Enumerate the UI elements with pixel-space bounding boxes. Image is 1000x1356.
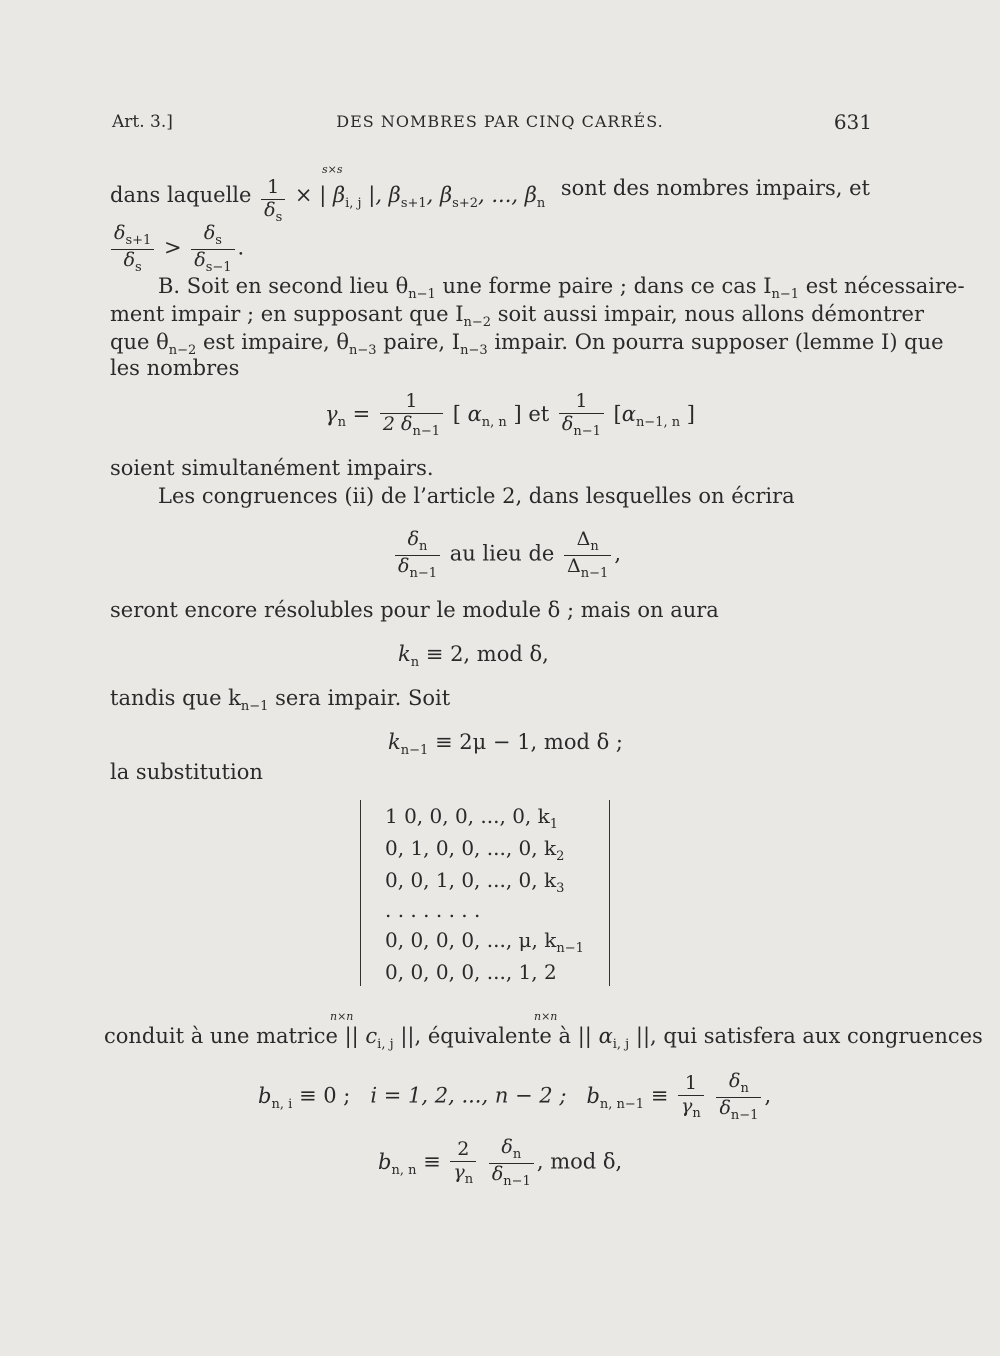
fraction [678,1071,704,1121]
text-span: que θ [110,330,169,354]
inequality: $\frac{\delta_{s+1}}{\delta_s}$ > $\frac{\delta_s}{\delta_{s-1}}$ . [108,224,244,274]
fraction [261,178,285,225]
text-span: ≡ 2, mod δ, [425,642,549,666]
matrix-row-sub: 2 [556,849,565,864]
fraction-denominator: $\delta_{n-1}$ [398,554,437,581]
matrix-row-text: 0, 0, 1, 0, ..., 0, k [385,868,557,892]
fraction [489,1138,534,1188]
fraction-numerator: 1 [559,392,604,414]
equation-b-first: $b_{n, i} \equiv 0$ ; i = 1, 2, ..., n − 2 ; $b_{n, n-1}$ ≡ $\frac{1}{\gamma_n}$ $\frac{\delta_n}{\delta_{n-1}}$ , [258,1070,772,1123]
text-span: ||, qui satisfera aux congruences [635,1024,983,1048]
text-span: une forme paire ; dans ce cas I [442,274,772,298]
matrix-row [385,960,557,984]
header-title: DES NOMBRES PAR CINQ CARRÉS. [336,112,664,131]
text-span: sera impair. Soit [275,686,451,710]
equation-kn1: $k_{n-1} \equiv 2\mu - 1$, mod δ ; [388,730,623,758]
fraction [191,224,234,274]
text-span: , mod δ, [536,1149,623,1174]
matrix-row [385,898,480,922]
text-span: ≡ 2μ − 1, mod δ ; [434,730,623,754]
fraction-denominator: $\delta_{n-1}$ [561,412,601,439]
paragraph-line: que $\theta_{n-2}$ est impaire, $\theta_{n-3}$ paire, $I_{n-3}$ impair. On pourra supposer (lemme I) que [110,330,944,358]
text-span: sont des nombres impairs, et [560,176,870,200]
superscript-nxn: n×n [330,1010,354,1023]
text-span: ≡ 0 ; [298,1083,351,1108]
fraction-numerator: 1 [380,392,443,414]
paragraph-line: les nombres [110,356,240,380]
paragraph-line: seront encore résolubles pour le module δ ; mais on aura [110,598,719,622]
header-article: Art. 3.] [112,112,173,132]
matrix-row-text: 0, 0, 0, 0, ..., μ, k [385,928,557,952]
text-span: dans laquelle [110,182,252,207]
fraction-numerator: $\delta_s$ [191,224,234,250]
fraction [111,224,154,274]
paragraph-line: la substitution [110,760,263,784]
equation-gamma: $\gamma_n$ = $\frac{1}{2 \delta_{n-1}}$ [ $\alpha_{n, n}$ ] et $\frac{1}{\delta_{n-1}}$ [$\alpha_{n-1, n}$ ] [325,390,695,439]
fraction-numerator: 1 [678,1074,704,1096]
text-span: B. Soit en second lieu θ [158,274,409,298]
paragraph-line: conduit à une matrice || $c_{i, j}$ ||, équivalente à || $\alpha_{i, j}$ ||, qui satisfera aux congruences [104,1024,983,1052]
matrix-row-sub: 3 [556,881,565,896]
substitution-matrix [360,800,610,986]
fraction-numerator: 1 [261,178,285,200]
fraction-denominator: $\Delta_{n-1}$ [567,554,609,581]
fraction-denominator: $\delta_{s-1}$ [194,248,232,275]
text-span: soit aussi impair, nous allons démontrer [497,302,924,326]
matrix-row-sub: n−1 [556,941,584,956]
text-span: impair. On pourra supposer (lemme I) que [494,330,944,354]
fraction [380,392,443,439]
fraction [564,530,611,580]
text-span: tandis que k [110,686,241,710]
equation-b-second: $b_{n, n}$ ≡ $\frac{2}{\gamma_n}$ $\frac{\delta_n}{\delta_{n-1}}$ , mod δ, [378,1136,623,1189]
matrix-row-text: 0, 1, 0, 0, ..., 0, k [385,836,557,860]
superscript-sxs: s×s [322,163,343,176]
matrix-row [385,868,564,896]
text-span: conduit à une matrice || [104,1024,359,1048]
text-span: et [528,401,550,426]
superscript-nxn: n×n [534,1010,558,1023]
matrix-row-text: 1 0, 0, 0, ..., 0, k [385,804,550,828]
fraction-numerator: $\delta_n$ [489,1138,534,1164]
equation-kn: $k_n \equiv 2$, mod δ, [398,642,549,670]
fraction [450,1137,476,1187]
fraction-numerator: $\Delta_n$ [564,530,611,556]
paragraph-line: B. Soit en second lieu $\theta_{n-1}$ une forme paire ; dans ce cas $I_{n-1}$ est nécessaire- [158,274,965,302]
text-span: i = 1, 2, ..., n − 2 ; [370,1083,567,1108]
paragraph-line: ment impair ; en supposant que $I_{n-2}$ soit aussi impair, nous allons démontrer [110,302,924,330]
equation-lieu: $\frac{\delta_n}{\delta_{n-1}}$ au lieu de $\frac{\Delta_n}{\Delta_{n-1}}$ , [392,530,621,580]
matrix-row-text: 0, 0, 0, 0, ..., 1, 2 [385,960,557,984]
fraction-denominator: 2 $\delta_{n-1}$ [382,412,441,439]
paragraph-line: dans laquelle $\frac{1}{\delta_s}$ × | $\beta_{i, j}$ |, $\beta_{s+1}$, $\beta_{s+2}$, ..., $\beta_n$ sont des nombres impairs, et [110,176,870,225]
fraction [716,1072,761,1122]
text-span: ||, équivalente à || [400,1024,592,1048]
page-number: 631 [833,110,872,134]
text-span: ment impair ; en supposant que I [110,302,464,326]
fraction-numerator: 2 [450,1140,476,1162]
fraction-denominator: $\delta_s$ [264,198,283,225]
text-span: est nécessaire- [805,274,965,298]
text-span: paire, I [383,330,461,354]
matrix-row [385,928,584,956]
fraction-numerator: $\delta_{s+1}$ [111,224,154,250]
fraction-denominator: $\delta_{n-1}$ [491,1162,531,1189]
text-span: est impaire, θ [202,330,350,354]
fraction-denominator: $\gamma_n$ [681,1094,701,1121]
matrix-row [385,836,564,864]
fraction-denominator: $\delta_{n-1}$ [719,1096,759,1123]
matrix-row [385,804,558,832]
matrix-row-text: . . . . . . . . [385,898,481,922]
fraction [395,530,440,580]
fraction-denominator: $\gamma_n$ [453,1160,474,1187]
paragraph-line: tandis que $k_{n-1}$ sera impair. Soit [110,686,451,714]
matrix-row-sub: 1 [549,817,559,832]
fraction-numerator: $\delta_n$ [395,530,440,556]
fraction-numerator: $\delta_n$ [716,1072,761,1098]
paragraph-line: Les congruences (ii) de l’article 2, dans lesquelles on écrira [158,484,795,508]
paragraph-line: soient simultanément impairs. [110,456,434,480]
text-span: au lieu de [449,541,555,566]
fraction-denominator: $\delta_s$ [123,248,142,275]
fraction [559,392,604,439]
